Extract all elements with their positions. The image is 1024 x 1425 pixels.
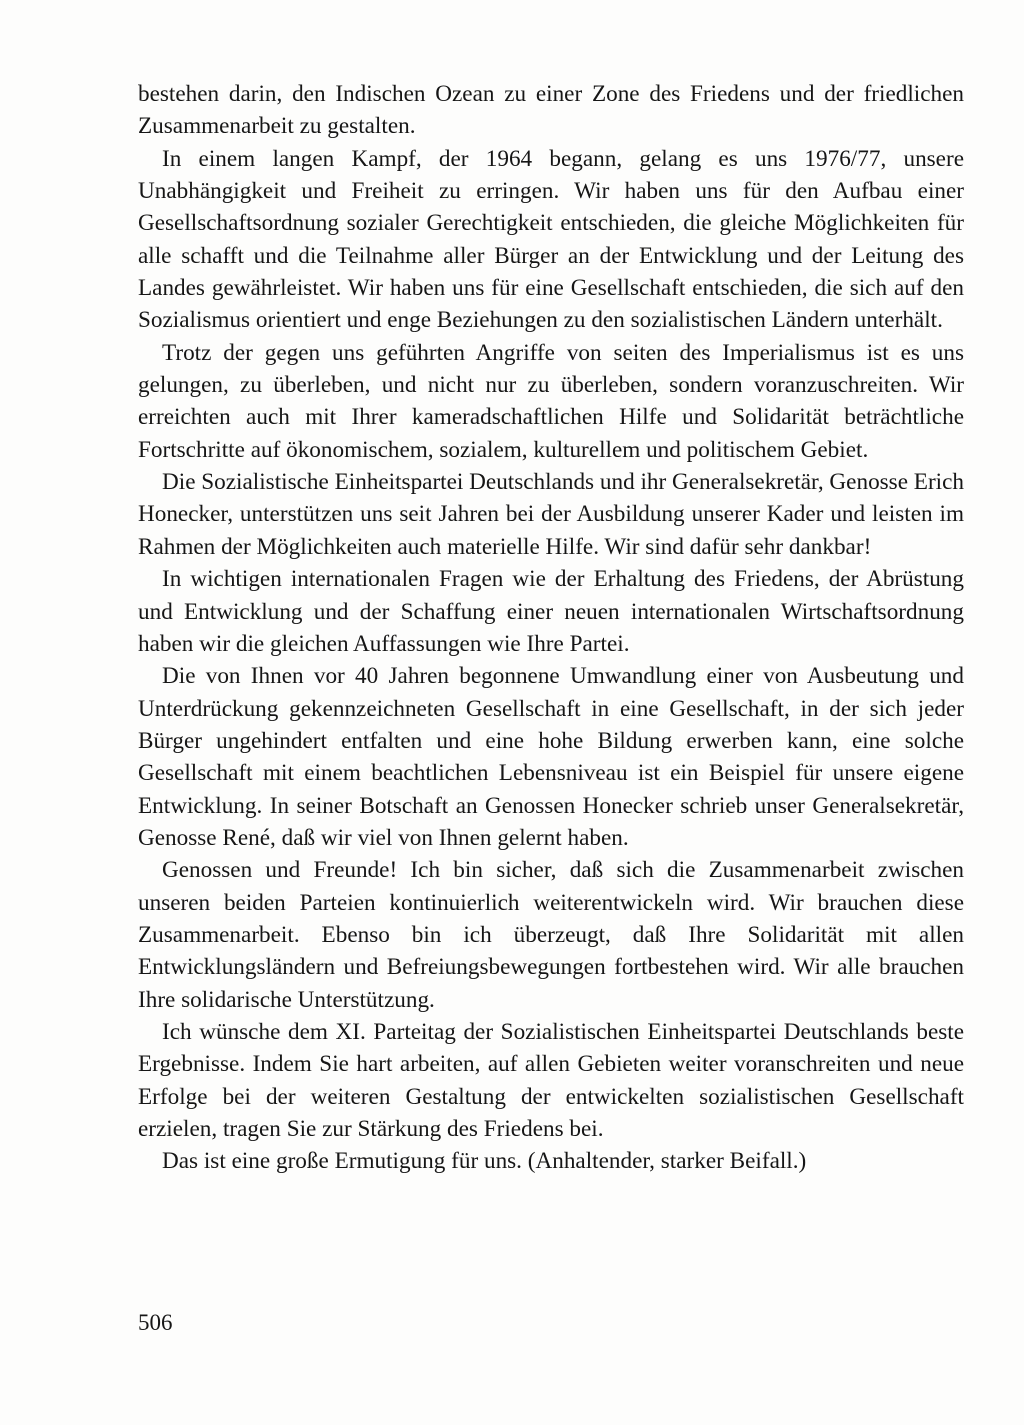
paragraph: Die Sozialistische Einheitspartei Deutschlands und ihr Generalsekretär, Genosse Erich Honecker, unterstützen uns seit Jahren bei der Ausbildung unserer Kader und leisten im Rahmen der Möglichkeiten auch materielle Hilfe. Wir sind dafür sehr dankbar! xyxy=(138,469,965,560)
paragraph: Trotz der gegen uns geführten Angriffe von seiten des Imperialismus ist es uns gelungen, zu überleben, und nicht nur zu überleben, sondern voranzuschreiten. Wir erreichten auch mit Ihrer kameradschaftlichen Hilfe und Solidarität beträchtliche Fortschritte auf ökonomischem, sozialem, kulturellem und politischem Gebiet. xyxy=(138,339,964,463)
paragraph: bestehen darin, den Indischen Ozean zu einer Zone des Friedens und der friedlichen Zusammenarbeit zu gestalten. xyxy=(138,81,964,140)
body-text xyxy=(138,78,964,1178)
page-number: 506 xyxy=(138,1310,173,1335)
paragraph: Die von Ihnen vor 40 Jahren begonnene Umwandlung einer von Ausbeutung und Unterdrückung gekennzeichneten Gesellschaft in eine Gesellschaft, in der sich jeder Bürger ungehindert entfalten und eine hohe Bildung erwerben kann, eine solche Gesellschaft mit einem beachtlichen Lebensniveau ist ein Beispiel für unsere eigene Entwicklung. In seiner Botschaft an Genossen Honecker schrieb unser Generalsekretär, Genosse René, daß wir viel von Ihnen gelernt haben. xyxy=(138,663,964,851)
paragraph: In wichtigen internationalen Fragen wie der Erhaltung des Friedens, der Abrüstung und Entwicklung und der Schaffung einer neuen internationalen Wirtschaftsordnung haben wir die gleichen Auffassungen wie Ihre Partei. xyxy=(138,566,964,657)
paragraph: In einem langen Kampf, der 1964 begann, gelang es uns 1976/77, unsere Unabhängigkeit und Freiheit zu erringen. Wir haben uns für den Aufbau einer Gesellschaftsordnung sozialer Gerechtigkeit entschieden, die gleiche Möglichkeiten für alle schafft und die Teilnahme aller Bürger an der Entwicklung und der Leitung des Landes gewährleistet. Wir haben uns für eine Gesellschaft entschieden, die sich auf den Sozialismus orientiert und enge Beziehungen zu den sozialistischen Ländern unterhält. xyxy=(138,145,964,334)
paragraph: Ich wünsche dem XI. Parteitag der Sozialistischen Einheitspartei Deutschlands beste Ergebnisse. Indem Sie hart arbeiten, auf allen Gebieten weiter voranschreiten und neue Erfolge bei der weiteren Gestaltung der entwickelten sozialistischen Gesellschaft erzielen, tragen Sie zur Stärkung des Friedens bei. xyxy=(138,1018,964,1142)
paragraph: Genossen und Freunde! Ich bin sicher, daß sich die Zusammenarbeit zwischen unseren beiden Parteien kontinuierlich weiterentwickeln wird. Wir brauchen diese Zusammenarbeit. Ebenso bin ich überzeugt, daß Ihre Solidarität mit allen Entwicklungsländern und Befreiungsbewegungen fortbestehen wird. Wir alle brauchen Ihre solidarische Unterstützung. xyxy=(138,857,964,1013)
paragraph: Das ist eine große Ermutigung für uns. (Anhaltender, starker Beifall.) xyxy=(162,1148,807,1175)
